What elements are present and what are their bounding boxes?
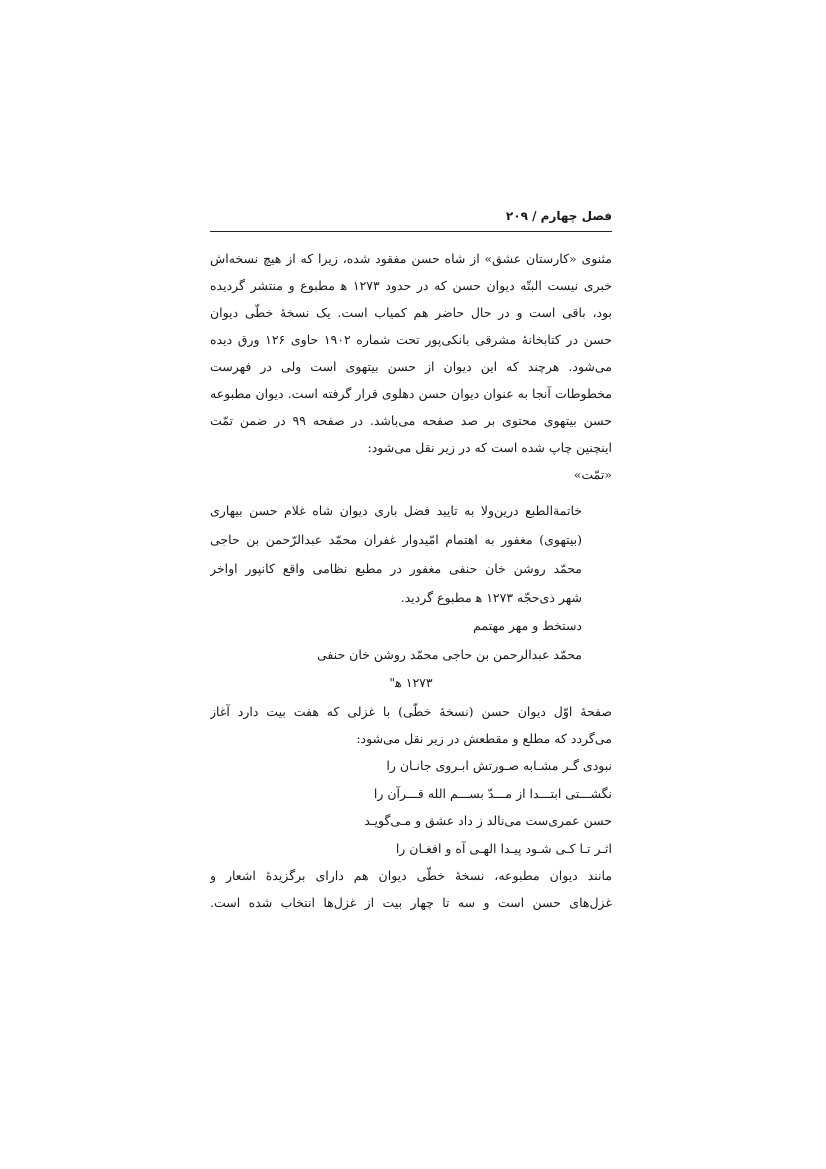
- colophon-line: محمّد روشن خان حنفی مغفور در مطبع نظامی واقع کانپور اواخر: [210, 561, 582, 576]
- para3-line: غزل‌های حسن است و سه تا چهار بیت از غزل‌ها انتخاب شده است.: [210, 895, 612, 910]
- para3-line: مانند دیوان مطبوعه، نسخهٔ خطّی دیوان هم دارای برگزیدهٔ اشعار و: [210, 868, 612, 883]
- signature-line: محمّد عبدالرحمن بن حاجی محمّد روشن خان حنفی: [316, 647, 582, 662]
- poem-verse: نگشـــتی ابتـــدا از مـــدّ بســـم الله قـــرآن را: [373, 786, 612, 801]
- colophon-line: (بیتهوی) مغفور به اهتمام امّیدوار غفران محمّد عبدالرّحمن بن حاجی: [210, 532, 582, 547]
- para2-line: می‌گردد که مطلع و مقطعش در زیر نقل می‌شود:: [356, 731, 612, 746]
- para1-line: بود، باقی است و در حال حاضر هم کمیاب است. یک نسخهٔ خطّی دیوان: [210, 305, 612, 320]
- colophon-line: شهر ذی‌حجّه ۱۲۷۳ ﻫ مطبوع گردید.: [400, 590, 582, 605]
- para1-line: مثنوی «کارستان عشق» از شاه حسن مفقود شده، زیرا که از هیچ نسخه‌اش: [210, 251, 612, 266]
- signature-line: دستخط و مهر مهتمم: [473, 618, 582, 633]
- header-rule: [210, 231, 612, 232]
- poem-verse: حسن عمری‌ست می‌نالد ز داد عشق و مـی‌گویـد: [364, 813, 612, 828]
- para1-line: حسن بیتهوی محتوی بر صد صفحه می‌باشد. در صفحه ۹۹ در ضمن تمّت: [210, 413, 612, 428]
- date-line: ۱۲۷۳ ﻫ": [389, 675, 433, 690]
- quote-heading: «تمّت»: [573, 467, 612, 482]
- para1-line: حسن در کتابخانهٔ مشرقی بانکی‌پور تحت شماره ۱۹۰۲ حاوی ۱۲۶ ورق دیده: [210, 332, 612, 347]
- colophon-line: خاتمةالطبع درین‌ولا به تایید فضل باری دیوان شاه غلام حسن بیهاری: [210, 503, 582, 518]
- para1-line: اینچنین چاپ شده است که در زیر نقل می‌شود:: [367, 440, 612, 455]
- para1-line: خبری نیست البتّه دیوان حسن که در حدود ۱۲۷۳ ﻫ مطبوع و منتشر گردیده: [210, 278, 612, 293]
- poem-verse: نبودی گـر مشـابه صـورتش ابـروی جانـان را: [386, 758, 612, 773]
- para1-line: مخطوطات آنجا به عنوان دیوان حسن دهلوی قرار گرفته است. دیوان مطبوعه: [210, 386, 612, 401]
- para2-line: صفحهٔ اوّل دیوان حسن (نسخهٔ خطّی) با غزلی که هفت بیت دارد آغاز: [210, 704, 612, 719]
- para1-line: می‌شود. هرچند که این دیوان از حسن بیتهوی است ولی در فهرست: [210, 359, 612, 374]
- poem-verse: اثـر تـا کـی شـود پیـدا الهـی آه و افغـان را: [395, 841, 612, 856]
- page-header: فصل چهارم / ۲۰۹: [505, 209, 612, 223]
